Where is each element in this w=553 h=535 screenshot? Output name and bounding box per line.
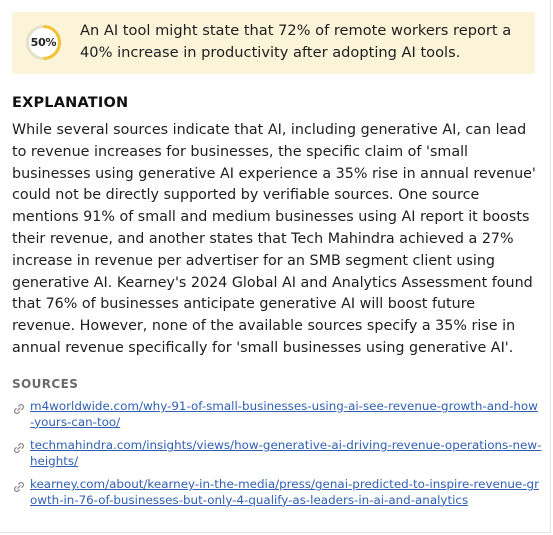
- claim-text: An AI tool might state that 72% of remote workers report a 40% increase in productivity after adopting AI tools.: [80, 22, 512, 61]
- claim-box: [12, 12, 535, 74]
- source-link[interactable]: kearney.com/about/kearney-in-the-media/press/genai-predicted-to-inspire-revenue-growth-in-76-of-businesses-but-only-4-qualify-as-leaders-in-ai-and-analytics: [30, 477, 539, 507]
- link-icon: [12, 480, 26, 494]
- sources-heading: SOURCES: [12, 377, 79, 391]
- explanation-heading: EXPLANATION: [12, 95, 129, 111]
- source-link[interactable]: techmahindra.com/insights/views/how-generative-ai-driving-revenue-operations-new-heights/: [30, 438, 542, 468]
- link-icon: [12, 441, 26, 455]
- explanation-text: While several sources indicate that AI, including generative AI, can lead to revenue increases for businesses, the specific claim of 'small businesses using generative AI experience a 35% rise in annual revenue' could not be directly supported by verifiable sources. One source mentions 91% of small and medium businesses using AI report it boosts their revenue, and another states that Tech Mahindra achieved a 27% increase in revenue per advertiser for an SMB segment client using generative AI. Kearney's 2024 Global AI and Analytics Assessment found that 76% of businesses anticipate generative AI will boost future revenue. However, none of the available sources specify a 35% rise in annual revenue specifically for 'small businesses using generative AI'.: [12, 122, 536, 356]
- confidence-gauge: [25, 24, 62, 61]
- confidence-score: 50%: [30, 36, 57, 49]
- source-link[interactable]: m4worldwide.com/why-91-of-small-businesses-using-ai-see-revenue-growth-and-how-yours-can-too/: [30, 399, 538, 429]
- link-icon: [12, 402, 26, 416]
